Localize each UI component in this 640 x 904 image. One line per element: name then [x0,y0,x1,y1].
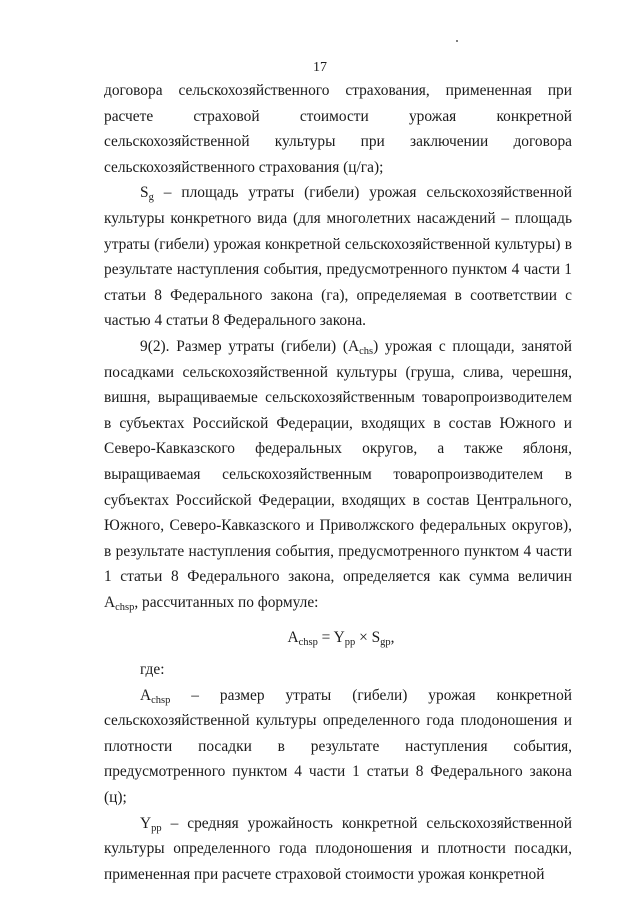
definition-text: – средняя урожайность конкретной сельскохозяйственной культуры определенного года плодоношения и плотности посадки, примененная при расчете страховой стоимости урожая конкретной [104,814,572,883]
symbol-subscript: chs [359,345,374,357]
symbol-subscript: pp [151,822,162,834]
formula-symbol: A [287,629,299,647]
formula-subscript: gp [380,637,391,649]
symbol-subscript: chsp [115,601,135,613]
paragraph-sg-definition [104,180,572,334]
paragraph-where: где: [140,661,165,679]
body-text [104,78,572,887]
paragraph-text: 9(2). Размер утраты (гибели) ( [140,337,348,355]
symbol-subscript: chsp [151,694,171,706]
symbol-a: A [347,337,360,355]
formula-symbol: Y [333,629,345,647]
formula-subscript: pp [344,637,356,649]
scan-speck [456,40,458,42]
symbol-subscript: g [148,192,154,204]
formula-symbol: S [371,629,381,647]
symbol-a: A [140,686,152,704]
definition-text: – размер утраты (гибели) урожая конкретной сельскохозяйственной культуры определенного года плодоношения и плотности посадки в результате наступления события, предусмотренного пунктом 4 части 1 статьи 8 Федерального закона (ц); [104,686,572,807]
formula [104,625,572,651]
paragraph-9-2 [104,334,572,616]
formula-operator: × [355,629,372,647]
paragraph-text: , рассчитанных по формуле: [134,593,319,611]
formula-subscript: chsp [298,637,318,649]
symbol-a: A [104,593,116,611]
paragraph-text: ) урожая с площади, занятой посадками сельскохозяйственной культуры (груша, слива, черешня, вишня, выращиваемые сельскохозяйственным товаропроизводителем в субъектах Российской Федерации, входящих в состав Южного и Северо-Кавказского федеральных округов, а также яблоня, выращиваемая сельскохозяйственным товаропроизводителем в субъектах Российской Федерации, входящих в состав Центрального, Южного, Северо-Кавказского и Приволжского федеральных округов), в результате наступления события, предусмотренного пунктом 4 части 1 статьи 8 Федерального закона, определяется как сумма величин [104,337,572,586]
symbol-y: Y [140,814,152,832]
paragraph-ypp-definition [104,811,572,888]
formula-punctuation: , [390,629,395,647]
definition-text: – площадь утраты (гибели) урожая сельскохозяйственной культуры конкретного вида (для многолетних насаждений – площадь утраты (гибели) урожая конкретной сельскохозяйственной культуры) в результате наступления события, предусмотренного пунктом 4 части 1 статьи 8 Федерального закона (га), определяемая в соответствии с частью 4 статьи 8 Федерального закона. [104,184,572,330]
formula-operator: = [317,629,334,647]
page-number: 17 [313,60,327,75]
symbol-s: S [140,184,149,202]
paragraph-achsp-definition [104,683,572,811]
paragraph-continuation: договора сельскохозяйственного страхования, примененная при расчете страховой стоимости урожая конкретной сельскохозяйственной культуры при заключении договора сельскохозяйственного страхования (ц/га); [104,82,572,176]
